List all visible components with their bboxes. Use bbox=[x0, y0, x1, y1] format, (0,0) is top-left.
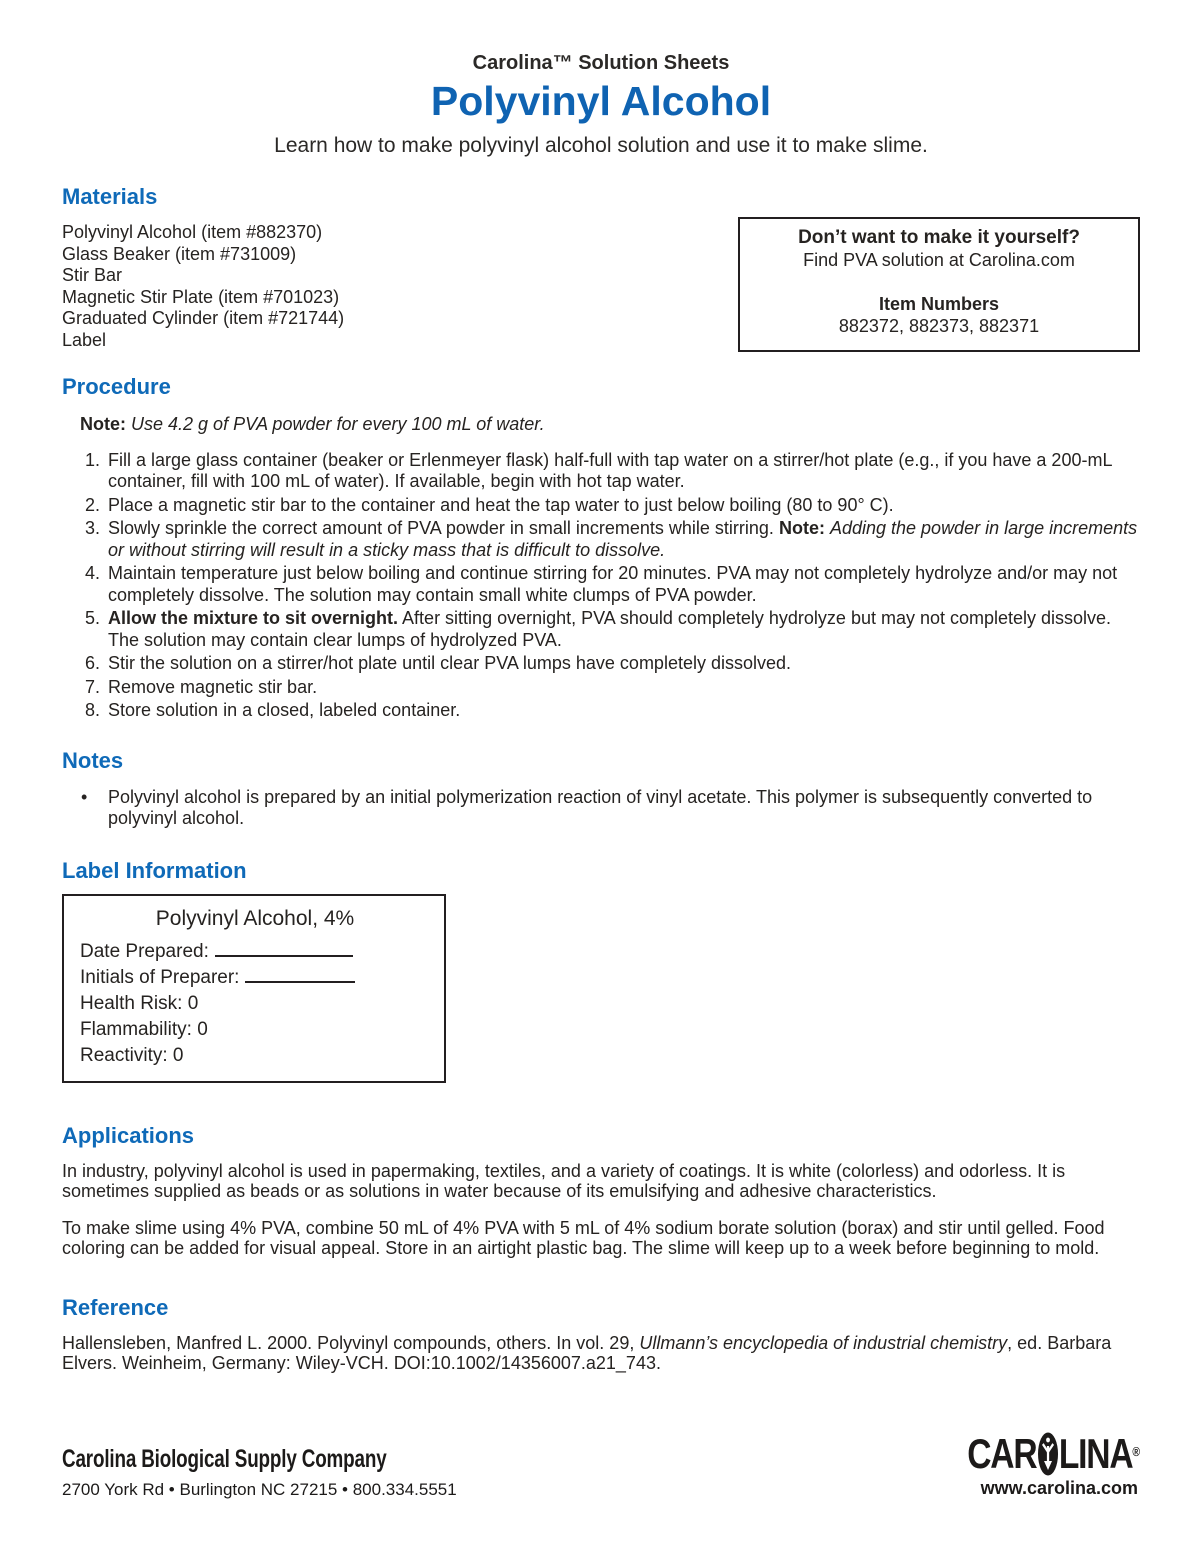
field-label: Health Risk: bbox=[80, 992, 183, 1014]
field-value: 0 bbox=[197, 1018, 208, 1040]
label-box-title: Polyvinyl Alcohol, 4% bbox=[155, 906, 355, 930]
label-field-flammability bbox=[80, 1017, 430, 1043]
logo-text-left: CAR bbox=[967, 1430, 1037, 1477]
citation-text: Hallensleben, Manfred L. 2000. Polyvinyl compounds, others. In vol. 29, bbox=[62, 1332, 640, 1353]
field-value: 0 bbox=[172, 1044, 184, 1066]
reference-citation bbox=[62, 1333, 1140, 1374]
procedure-steps bbox=[62, 450, 1140, 722]
procedure-step bbox=[105, 677, 1140, 699]
materials-item: Stir Bar bbox=[62, 265, 123, 285]
page-subtitle: Learn how to make polyvinyl alcohol solution and use it to make slime. bbox=[274, 134, 928, 157]
label-information-section bbox=[62, 858, 1140, 1083]
procedure-step bbox=[105, 450, 1140, 493]
materials-heading: Materials bbox=[62, 184, 158, 209]
page-footer bbox=[62, 1432, 1140, 1500]
reference-heading: Reference bbox=[62, 1294, 169, 1320]
company-address: 2700 York Rd • Burlington NC 27215 • 800.334.5551 bbox=[62, 1480, 457, 1499]
carolina-logo bbox=[967, 1432, 1140, 1476]
field-value: 0 bbox=[187, 992, 199, 1014]
applications-heading: Applications bbox=[62, 1122, 195, 1148]
field-label: Date Prepared: bbox=[80, 940, 209, 962]
label-box bbox=[62, 894, 446, 1083]
notes-heading: Notes bbox=[62, 747, 124, 773]
label-field-reactivity bbox=[80, 1043, 430, 1069]
materials-item: Graduated Cylinder (item #721744) bbox=[62, 308, 345, 328]
step-text: After sitting overnight, PVA should completely hydrolyze but may not completely dissolve. The solution may contain clear lumps of hydrolyzed PVA. bbox=[108, 608, 1112, 650]
procedure-step bbox=[105, 495, 1140, 517]
promo-box bbox=[738, 217, 1140, 352]
logo-text-right: LINA bbox=[1058, 1430, 1133, 1477]
notes-list bbox=[62, 787, 1140, 830]
promo-box-line: Find PVA solution at Carolina.com bbox=[803, 250, 1075, 270]
notes-section bbox=[62, 748, 1140, 830]
step-text: Fill a large glass container (beaker or Erlenmeyer flask) half-full with tap water on a stirrer/hot plate (e.g., if you have a 200-mL container, fill with 100 mL of water). If available, begin with hot tap water. bbox=[108, 449, 1112, 491]
label-field-date-prepared bbox=[80, 939, 430, 965]
applications-section bbox=[62, 1123, 1140, 1259]
materials-list bbox=[62, 222, 738, 351]
company-name: Carolina Biological Supply Company bbox=[62, 1444, 387, 1473]
materials-item: Magnetic Stir Plate (item #701023) bbox=[62, 286, 340, 307]
note-text: Use 4.2 g of PVA powder for every 100 mL of water. bbox=[131, 414, 545, 434]
step-text: Slowly sprinkle the correct amount of PVA powder in small increments while stirring. bbox=[108, 518, 774, 538]
step-text: Store solution in a closed, labeled container. bbox=[108, 700, 461, 720]
materials-item: Label bbox=[62, 329, 107, 350]
citation-text: , ed. Barbara Elvers. Weinheim, Germany: Wiley-VCH. DOI:10.1002/14356007.a21_743. bbox=[62, 1332, 1112, 1373]
procedure-step bbox=[105, 700, 1140, 722]
step-bold-text: Allow the mixture to sit overnight. bbox=[108, 608, 399, 628]
carolina-logo-icon bbox=[1037, 1432, 1058, 1476]
field-label: Flammability: bbox=[80, 1018, 192, 1040]
step-text: Place a magnetic stir bar to the container and heat the tap water to just below boiling (80 to 90° C). bbox=[108, 494, 894, 515]
materials-item: Polyvinyl Alcohol (item #882370) bbox=[62, 222, 323, 242]
page-title: Polyvinyl Alcohol bbox=[430, 78, 772, 124]
carolina-logo-block bbox=[924, 1432, 1140, 1499]
reference-section bbox=[62, 1295, 1140, 1374]
field-label: Reactivity: bbox=[80, 1044, 168, 1066]
applications-paragraph: In industry, polyvinyl alcohol is used in papermaking, textiles, and a variety of coatings. It is white (colorless) and odorless. It is sometimes supplied as beads or as solutions in water because of its emulsifying and adhesive characteristics. bbox=[62, 1160, 1066, 1201]
procedure-step bbox=[105, 518, 1140, 561]
procedure-step bbox=[105, 608, 1140, 651]
procedure-step bbox=[105, 563, 1140, 606]
registered-mark: ® bbox=[1132, 1444, 1140, 1459]
field-label: Initials of Preparer: bbox=[80, 966, 240, 988]
materials-column bbox=[62, 184, 738, 351]
promo-box-title: Don’t want to make it yourself? bbox=[798, 227, 1080, 248]
procedure-step bbox=[105, 653, 1140, 675]
step-text: Maintain temperature just below boiling and continue stirring for 20 minutes. PVA may not completely hydrolyze and/or may not completely dissolve. The solution may contain small white clumps of PVA powder. bbox=[108, 563, 1118, 605]
applications-paragraph: To make slime using 4% PVA, combine 50 mL of 4% PVA with 5 mL of 4% sodium borate solution (borax) and stir until gelled. Food coloring can be added for visual appeal. Store in an airtight plastic bag. The slime will keep up to a week before beginning to mold. bbox=[62, 1217, 1105, 1258]
promo-item-numbers-label: Item Numbers bbox=[878, 294, 1000, 314]
blank-line bbox=[215, 940, 353, 957]
promo-item-numbers: 882372, 882373, 882371 bbox=[838, 316, 1040, 336]
label-field-initials bbox=[80, 965, 430, 991]
label-information-heading: Label Information bbox=[62, 857, 247, 883]
blank-line bbox=[245, 966, 355, 983]
step-note-label: Note: bbox=[778, 518, 825, 538]
step-text: Remove magnetic stir bar. bbox=[108, 676, 318, 697]
procedure-heading: Procedure bbox=[62, 374, 171, 399]
note-item: • Polyvinyl alcohol is prepared by an initial polymerization reaction of vinyl acetate. This polymer is subsequently converted to polyvinyl alcohol. bbox=[105, 787, 1140, 830]
note-label: Note: bbox=[80, 414, 126, 434]
label-field-health-risk bbox=[80, 991, 430, 1017]
footer-company-block bbox=[62, 1432, 458, 1500]
citation-work-title: Ullmann’s encyclopedia of industrial chemistry bbox=[639, 1332, 1008, 1353]
website-url: www.carolina.com bbox=[980, 1478, 1138, 1498]
procedure-note bbox=[62, 414, 1140, 436]
document-kicker: Carolina™ Solution Sheets bbox=[472, 52, 730, 74]
step-text: Stir the solution on a stirrer/hot plate until clear PVA lumps have completely dissolved. bbox=[108, 653, 792, 673]
step-note-text: Adding the powder in large increments or without stirring will result in a sticky mass that is difficult to dissolve. bbox=[108, 518, 1138, 560]
materials-section bbox=[62, 184, 1140, 352]
procedure-section bbox=[62, 374, 1140, 722]
materials-item: Glass Beaker (item #731009) bbox=[62, 243, 297, 264]
